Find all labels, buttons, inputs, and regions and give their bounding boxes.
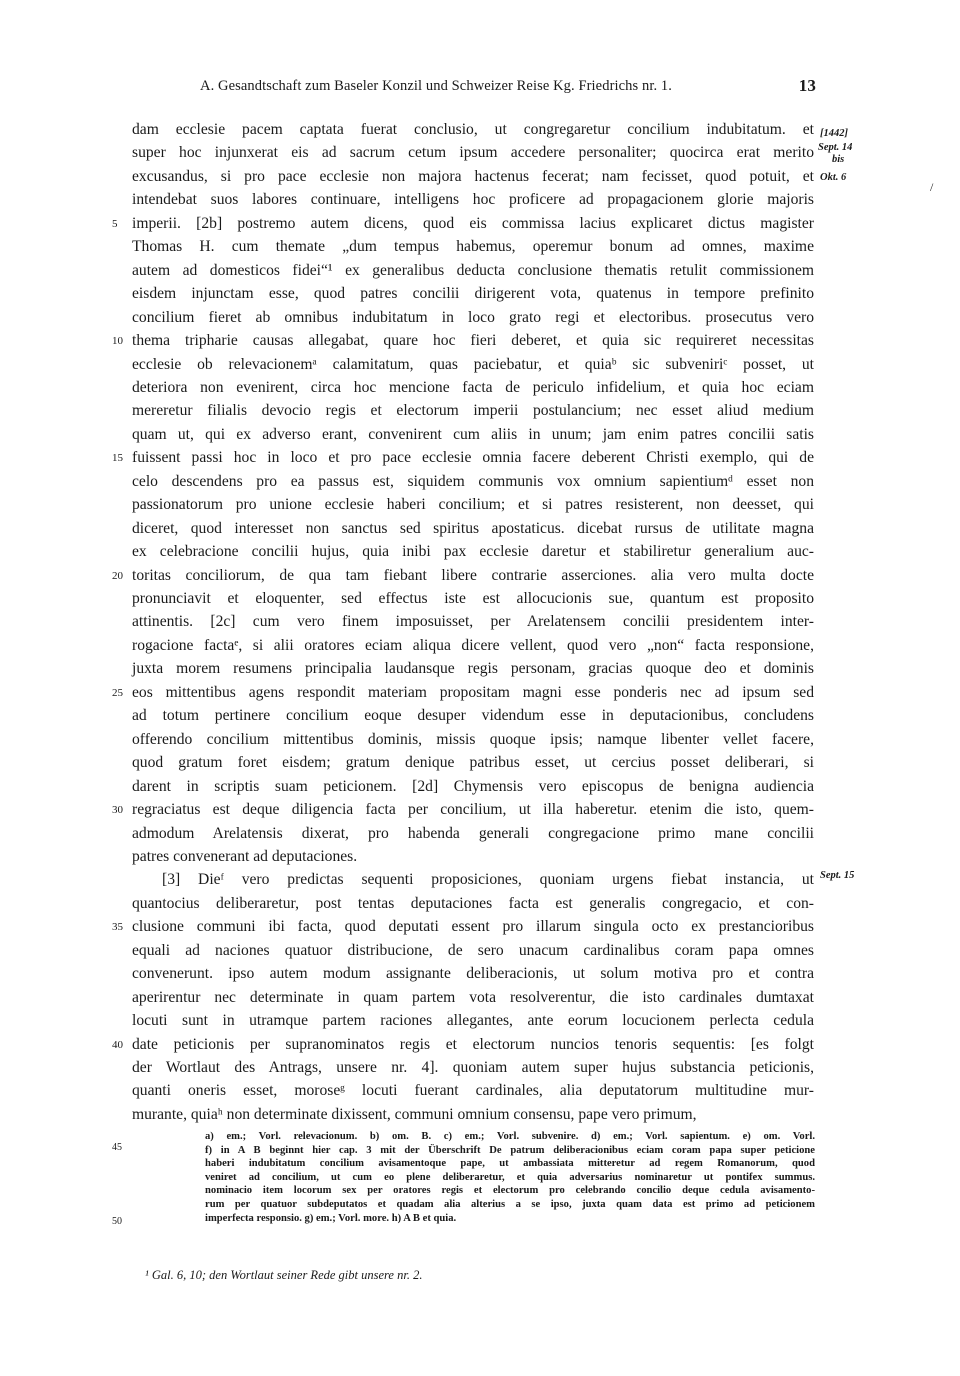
text-line: celo descendens pro ea passus est, siquidem communis vox omnium sapientiumᵈ esset non	[132, 472, 814, 490]
text-line: autem ad domesticos fidei“¹ ex generalibus deducta conclusione thematis retulit commissionem	[132, 261, 814, 279]
text-line: dam ecclesie pacem captata fuerat conclusio, ut congregaretur concilium indubitatum. et	[132, 121, 814, 138]
footnote-line-number-45: 45	[112, 1142, 122, 1153]
text-line: passionatorum pro unione ecclesie haberi concilium; et si patres resisterent, non deesset, qui	[132, 496, 814, 514]
text-line: ex celebracione concilii hujus, quia inibi pax ecclesie daretur et stabiliretur generalium auc-	[132, 543, 814, 561]
text-line: offerendo concilium mittentibus dominis, missis quoque ipsis; namque libenter vellet facere,	[132, 730, 814, 748]
text-line: mereretur filialis devocio regis et electorum imperii postulancium; nec esset aliud medium	[132, 402, 814, 420]
line-number: 10	[112, 335, 123, 348]
text-line: attinentis. [2c] cum vero finem imposuisset, per Arelatensem concilii presidentem inter-	[132, 613, 814, 631]
text-line: toritas conciliorum, de qua tam fiebant libere contrarie asserciones. alia vero multa docte	[132, 566, 814, 584]
margin-note-year: [1442]	[820, 128, 848, 139]
text-line: darent in scriptis suam peticionem. [2d] Chymensis vero episcopus de benigna audiencia	[132, 777, 814, 795]
text-line: regraciatus est deque diligencia facta per concilium, ut illa haberetur. etenim die isto, quem-	[132, 801, 814, 819]
line-number: 40	[112, 1038, 123, 1051]
text-line: quanti oneris esset, moroseᵍ locuti fuerant cardinales, alia deputatorum multitudine mur-	[132, 1082, 814, 1100]
text-line: diceret, quod interesset non sanctus sed spiritus apostaticus. dicebat rursus de utilitate magna	[132, 519, 814, 537]
text-line: murante, quiaʰ non determinate dixissent, communi omnium consensu, pape vero primum,	[132, 1105, 697, 1123]
text-line: locuti sunt in utramque partem raciones allegantes, ante eorum locucionem perlecta cedula	[132, 1012, 814, 1030]
critical-apparatus	[205, 1130, 815, 1225]
text-line: quantocius deliberaretur, post tentas deputaciones facta est generalis congregacio, et con-	[132, 894, 814, 912]
text-line: patres convenerant ad deputaciones.	[132, 847, 358, 865]
text-line: excusandus, si pro pace ecclesie non majora hactenus fecerat; nam fecisset, quod potuit, et	[132, 167, 814, 185]
text-line: concilium fieret ab omnibus indubitatum in loco grato regi et electoribus. prosecutus vero	[132, 308, 814, 326]
text-line: thema tripharie causas allegabat, quare hoc fieri deberet, et quia sic requireret necessitas	[132, 332, 814, 350]
text-line: super hoc injunxerat eis ad sacrum cetum ipsum accedere personaliter; quocirca erat merito	[132, 144, 814, 162]
text-line: date peticionis per supranominatos regis et electorum nuncios tenoris sequentis: [es folgt	[132, 1035, 814, 1053]
text-line: juxta morem resumens principalia laudansque regis personam, gracias quoque deo et dominis	[132, 660, 814, 678]
source-footnote: ¹ Gal. 6, 10; den Wortlaut seiner Rede gibt unsere nr. 2.	[145, 1268, 423, 1282]
margin-note-sept15: Sept. 15	[820, 870, 855, 881]
text-line: eisdem injunctam esse, quod patres concilii dirigerent vota, quatenus in tempore prefinito	[132, 285, 814, 303]
text-line: aperirentur nec determinate in quam partem vota resolverentur, die isto cardinales dumtaxat	[132, 988, 814, 1006]
apparatus-line: nominacio item locorum sex per oratores regis et electorum pro celebrando concilio deque cedula avisamento-	[205, 1185, 815, 1197]
margin-note-bis: bis	[832, 154, 845, 165]
text-line: imperii. [2b] postremo autem dicens, quod eis commissa lacius explicaret dictus magister	[132, 214, 814, 232]
text-line: clusione communi ibi facta, quod deputati essent pro illarum singula octo ex prestancioribus	[132, 918, 814, 936]
line-number: 20	[112, 569, 123, 582]
text-line: rogacione factaᵉ, si alii oratores eciam aliqua dicere vellent, quod vero „non“ facta responsione,	[132, 636, 814, 654]
text-line: deteriora non evenirent, circa hoc mencione facta de periculo infidelium, et quia hoc eciam	[132, 378, 814, 396]
apparatus-line: haberi indubitatum concilium avisamentoque pape, ut ambassiata mitteretur ad regem Romanorum, quod	[205, 1158, 815, 1170]
margin-note-sept14: Sept. 14	[818, 142, 853, 153]
text-line: quam ut, qui ex adverso erant, convenirent cum aliis in unum; jam enim patres concilii satis	[132, 425, 814, 443]
text-line: ad totum pertinere concilium eoque desuper videndum esse in deputacionibus, concludens	[132, 707, 814, 725]
text-line: pronunciavit et eloquenter, sed effectus iste est allocucionis sue, quantum est proposito	[132, 590, 814, 607]
stray-mark: /	[930, 180, 934, 194]
running-title: A. Gesandtschaft zum Baseler Konzil und Schweizer Reise Kg. Friedrichs nr. 1.	[200, 78, 672, 94]
text-line: equali ad naciones quatuor distribucione, de sero unacum cardinalibus coram papa omnes	[132, 941, 814, 959]
line-number: 5	[112, 217, 118, 230]
text-line: fuissent passi hoc in loco et pro pace ecclesie omnia facere deberent Christi exemplo, qui de	[132, 449, 814, 467]
text-line: Thomas H. cum themate „dum tempus habemus, operemur bonum ad omnes, maxime	[132, 238, 814, 256]
apparatus-line: veniret ad concilium, ut cum eo plene deliberaretur, et quia adversarius nominaretur ut pontifex summus.	[205, 1171, 815, 1183]
line-number: 25	[112, 686, 123, 699]
text-line: intendebat suos labores continuare, intelligens hoc proficere ad propagacionem glorie majoris	[132, 191, 814, 209]
text-line: [3] Dieᶠ vero predictas sequenti proposiciones, quoniam urgens fiebat instancia, ut	[162, 871, 814, 889]
text-line: quod gratum foret eisdem; gratum denique patribus esset, ut cercius posset deliberari, si	[132, 754, 814, 772]
line-number: 35	[112, 921, 123, 934]
apparatus-line: imperfecta responsio. g) em.; Vorl. more. h) A B et quia.	[205, 1212, 457, 1224]
margin-note-okt6: Okt. 6	[820, 172, 847, 183]
page-number: 13	[798, 76, 816, 95]
text-line: admodum Arelatensis dixerat, pro habenda generali congregacione primo mane concilii	[132, 824, 814, 842]
footnote-line-number-50: 50	[112, 1216, 122, 1227]
text-line: convenerunt. ipso autem modum assignante deliberacionis, ut solum motiva pro et contra	[132, 965, 814, 983]
apparatus-line: a) em.; Vorl. relevacionum. b) om. B. c) em.; Vorl. subvenire. d) em.; Vorl. sapientum. e) om. Vorl.	[205, 1131, 815, 1142]
line-number: 30	[112, 804, 123, 817]
apparatus-line: rum per quatuor subdeputatos et quadam alia alterius a se ipso, juxta quam data est primo ad peticionem	[205, 1198, 815, 1210]
line-number: 15	[112, 452, 123, 465]
text-line: ecclesie ob relevacionemᵃ calamitatum, quas paciebatur, et quiaᵇ sic subveniriᶜ posset, ut	[132, 355, 814, 373]
text-line: eos mittentibus agens respondit materiam propositam magni esse ponderis nec ad ipsum sed	[132, 683, 814, 701]
text-line: der Wortlaut des Antrags, unsere nr. 4]. quoniam autem super hujus substancia peticionis,	[132, 1059, 814, 1076]
apparatus-line: f) in A B beginnt hier cap. 3 mit der Überschrift De patrum deliberacionibus eciam coram papa super peticione	[205, 1144, 815, 1156]
